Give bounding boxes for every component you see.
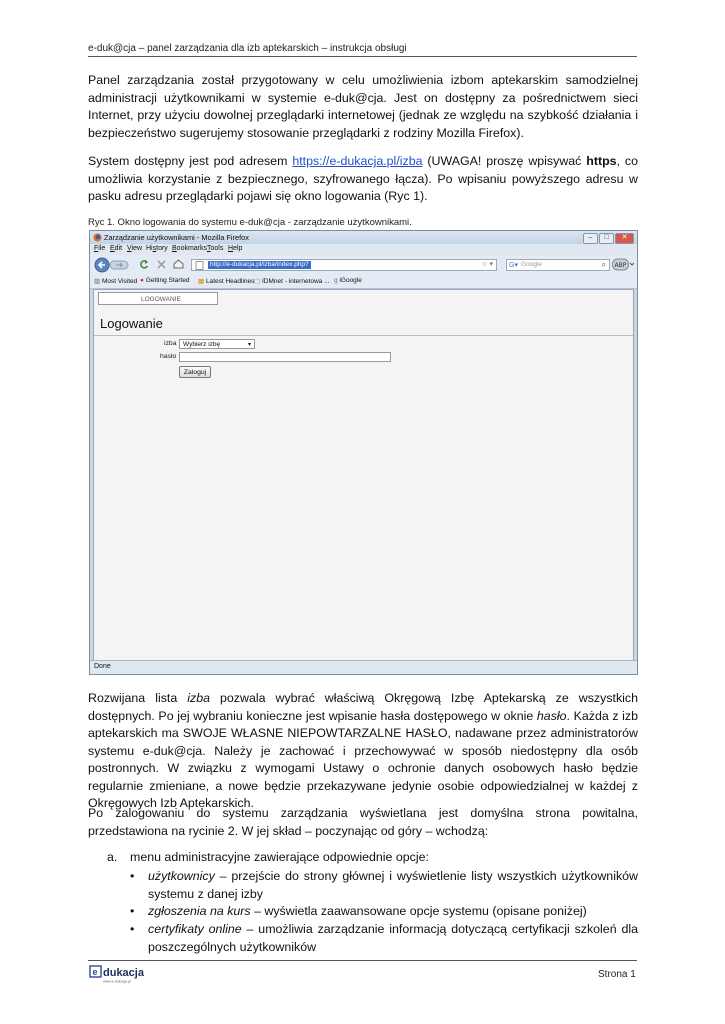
svg-text:ABP: ABP [614, 262, 627, 269]
list-marker: a. [107, 850, 118, 864]
bullet-certyfikaty [130, 921, 638, 956]
bullet-icon: • [130, 922, 135, 936]
maximize-button[interactable]: □ [599, 233, 614, 244]
firefox-icon [93, 233, 102, 242]
izba-text-3: . Każda z izb aptekarskich ma SWOJE WŁASNE NIEPOWTARZALNE HASŁO, nadawane przez administratorów systemu e-duk@cja. Należy je zachować i przechowywać w sposób niedostępny dla osób postronnych. W związku z wymogami Ustawy o ochronie danych osobowych hasło będzie regularnie zmieniane, a nowe będzie przekazywane jedynie osobie odpowiedzialnej w każdej z Okręgowych Izb Aptekarskich. [88, 708, 638, 810]
footer-divider [88, 960, 637, 961]
logo-subtext: www.e-dukacja.pl [103, 979, 131, 984]
izba-term: izba [187, 691, 210, 705]
izba-label: izba [164, 340, 177, 347]
menu-view[interactable]: View [127, 245, 143, 252]
search-icon[interactable]: ⌕ [601, 260, 606, 269]
bullet-icon: • [130, 869, 135, 883]
url-bar[interactable] [191, 259, 497, 271]
back-forward-icon[interactable] [94, 257, 134, 273]
star-icon[interactable]: ☆ ▾ [481, 261, 493, 268]
browser-title: Zarządzanie użytkownikami - Mozilla Firefox [104, 233, 249, 242]
page-header: e-duk@cja – panel zarządzania dla izb aptekarskich – instrukcja obsługi [88, 43, 407, 54]
bullet-term: użytkownicy [148, 869, 215, 883]
address-text-1: System dostępny jest pod adresem [88, 154, 293, 168]
home-icon[interactable] [173, 258, 184, 270]
bullet-zgloszenia [130, 903, 638, 921]
izba-select-value: Wybierz izbę [183, 341, 221, 348]
minimize-button[interactable]: – [583, 233, 598, 244]
bookmark-idmnet[interactable]: ▢ IDMnet - internetowa ... [254, 278, 330, 285]
address-paragraph [88, 153, 638, 206]
bookmark-getting-started[interactable]: ● Getting Started [140, 277, 190, 284]
close-button[interactable]: ✕ [615, 233, 634, 244]
menu-history[interactable]: History [146, 245, 168, 252]
menu-help[interactable]: Help [228, 245, 243, 252]
menu-tools[interactable]: Tools [207, 245, 224, 252]
header-divider [88, 56, 637, 57]
izba-select[interactable] [179, 339, 255, 349]
adblock-icon[interactable] [612, 258, 634, 271]
bullet-desc: – wyświetla zaawansowane opcje systemu (opisane poniżej) [250, 904, 587, 918]
bookmark-igoogle[interactable]: g iGoogle [334, 277, 362, 284]
svg-text:e: e [92, 967, 98, 977]
chevron-down-icon: ▾ [247, 342, 251, 348]
menu-bookmarks[interactable]: Bookmarks [172, 245, 208, 252]
url-text[interactable]: http://e-dukacja.pl/izba/index.php? [210, 261, 309, 268]
menu-file[interactable]: File [94, 245, 106, 252]
bullet-term: certyfikaty online [148, 922, 242, 936]
address-link[interactable]: https://e-dukacja.pl/izba [292, 154, 423, 168]
login-divider [94, 335, 633, 336]
bookmark-most-visited[interactable]: ▥ Most Visited [94, 278, 138, 285]
password-input[interactable] [179, 352, 391, 362]
after-login-paragraph: Po zalogowaniu do systemu zarządzania wyświetlana jest domyślna strona powitalna, przedstawiona na rycinie 2. W jej skład – poczynając od góry – wchodzą: [88, 806, 638, 838]
intro-paragraph: Panel zarządzania został przygotowany w celu umożliwienia izbom aptekarskim samodzielnej administracji użytkownikami w systemie e-duk@cja. Jest on dostępny za pośrednictwem sieci Internet, przy użyciu dowolnej przeglądarki internetowej (jednak ze względu na szybkość działania i bezpieczeństwo sugerujemy stosowanie przeglądarki z rodziny Mozilla Firefox). [88, 73, 638, 140]
edukacja-logo [89, 963, 159, 985]
browser-statusbar [90, 660, 637, 674]
bullet-desc: – umożliwia zarządzanie informacją dotyczącą certyfikacji szkoleń dla poszczególnych użytkowników [148, 922, 638, 954]
search-bar[interactable] [506, 259, 610, 271]
browser-screenshot [89, 230, 638, 675]
bookmarks-toolbar [90, 275, 637, 289]
page-number: Strona 1 [598, 969, 636, 980]
figure-caption: Ryc 1. Okno logowania do systemu e-duk@cja - zarządzanie użytkownikami. [88, 217, 412, 228]
bullet-desc: – przejście do strony głównej i wyświetlenie listy wszystkich użytkowników systemu z danej izby [148, 869, 638, 901]
logo-text: dukacja [103, 967, 144, 979]
bookmark-latest-headlines[interactable]: ▦ Latest Headlines [198, 278, 255, 285]
izba-paragraph [88, 690, 638, 813]
browser-content [93, 289, 634, 661]
list-item-text: menu administracyjne zawierające odpowiednie opcje: [130, 850, 429, 864]
stop-icon[interactable] [157, 258, 166, 270]
address-text-3: , co umożliwia korzystanie z bezpiecznego, szyfrowanego łącza). Po wpisaniu powyższego adresu w pasku adresu przeglądarki pojawi się okno logowania (Ryc 1). [88, 154, 638, 203]
browser-menubar [90, 244, 637, 255]
haslo-term: hasło [536, 708, 567, 723]
browser-navbar [90, 255, 637, 276]
login-button[interactable]: Zaloguj [179, 366, 211, 378]
izba-text-1: Rozwijana lista [88, 691, 188, 705]
search-placeholder: Google [521, 261, 542, 268]
google-icon[interactable]: G▾ [509, 262, 518, 269]
https-bold: https [586, 154, 617, 168]
login-heading: Logowanie [100, 316, 163, 331]
bullet-icon: • [130, 904, 135, 918]
bullet-uzytkownicy [130, 868, 638, 903]
logowanie-tab[interactable]: LOGOWANIE [98, 292, 218, 305]
page-icon [195, 261, 204, 270]
address-text-2: (UWAGA! proszę wpisywać [422, 154, 587, 168]
izba-text-2: pozwala wybrać właściwą Okręgową Izbę Aptekarską ze wszystkich dostępnych. Po jej wybraniu konieczne jest wpisanie hasła dostępowego w oknie [88, 691, 638, 723]
bullet-term: zgłoszenia na kurs [148, 904, 251, 918]
browser-titlebar [90, 231, 637, 244]
reload-icon[interactable] [139, 258, 149, 270]
status-text: Done [94, 663, 111, 670]
haslo-label: hasło [160, 353, 177, 360]
menu-edit[interactable]: Edit [110, 245, 123, 252]
